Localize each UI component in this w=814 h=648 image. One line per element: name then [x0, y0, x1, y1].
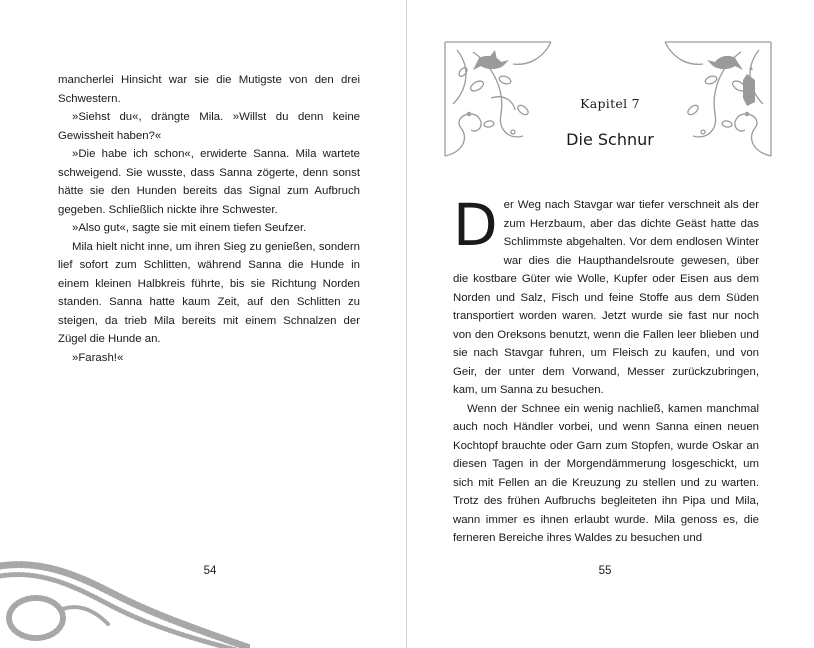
- paragraph: [453, 191, 759, 400]
- paragraph: »Farash!«: [72, 351, 124, 364]
- paragraph: »Also gut«, sagte sie mit einem tiefen Seufzer.: [72, 222, 307, 234]
- right-body-text: [453, 191, 759, 548]
- chapter-title: Die Schnur: [566, 130, 654, 149]
- rope-icon: [0, 552, 250, 648]
- paragraph: mancherlei Hinsicht war sie die Mutigste von den drei Schwestern.: [58, 74, 360, 105]
- paragraph: »Die habe ich schon«, erwiderte Sanna. Mila wartete schweigend. Sie wusste, dass Sanna zögerte, denn sonst hätte sie den Hunden bereits das Signal zum Aufbruch gegeben. Schließlich nickte ihre Schwester.: [58, 148, 360, 216]
- paragraph: Wenn der Schnee ein wenig nachließ, kamen manchmal auch noch Händler vorbei, und wenn Sanna einen neuen Kochtopf brauchte oder Garn zum Stopfen, wurde Oskar an diesen Tagen in der Morgendämmerung losgeschickt, um sich mit Fellen an die Kreuzung zu stellen und zu warten. Trotz des frühen Aufbruchs begleiteten ihn Pipa und Mila, wann immer es ihnen erlaubt wurde. Mila genoss es, die ferneren Bereiche ihres Waldes zu besuchen und: [453, 402, 759, 544]
- paragraph: »Siehst du«, drängte Mila. »Willst du denn keine Gewissheit haben?«: [58, 111, 360, 142]
- paragraph: Mila hielt nicht inne, um ihren Sieg zu genießen, sondern lief sofort zum Schlitten, während Sanna die Hunde in einem kleinen Halbkreis führte, bis sie Richtung Norden standen. Sanna hatte kaum Zeit, auf den Schlitten zu steigen, da trieb Mila bereits mit einem Schnalzen der Zügel die Hunde an.: [58, 240, 360, 345]
- drop-cap: D: [453, 191, 498, 259]
- paragraph-text: er Weg nach Stavgar war tiefer verschneit als der zum Herzbaum, aber das dichte Geäst hatte das Schlimmste abgehalten. Vor dem endlosen Winter war dies die Haupthandelsroute gewesen, über die kostbare Güter wie Wolle, Kupfer oder Eisen aus dem Norden und Salz, Fisch und feine Stoffe aus dem Süden transportiert worden waren. Jetzt wurde sie fast nur noch von den Oreksons benutzt, wenn die Fallen leer blieben und sie nach Stavgar fuhren, um Fleisch zu kaufen, und von Geir, der unter dem Vorwand, Messer zurückzubringen, kam, um Sanna zu besuchen.: [453, 199, 759, 396]
- chapter-label: Kapitel 7: [580, 96, 640, 111]
- right-page: [407, 0, 814, 648]
- left-body-text: [58, 71, 360, 367]
- page-number-left: 54: [203, 565, 217, 577]
- page-number-right: 55: [598, 565, 612, 577]
